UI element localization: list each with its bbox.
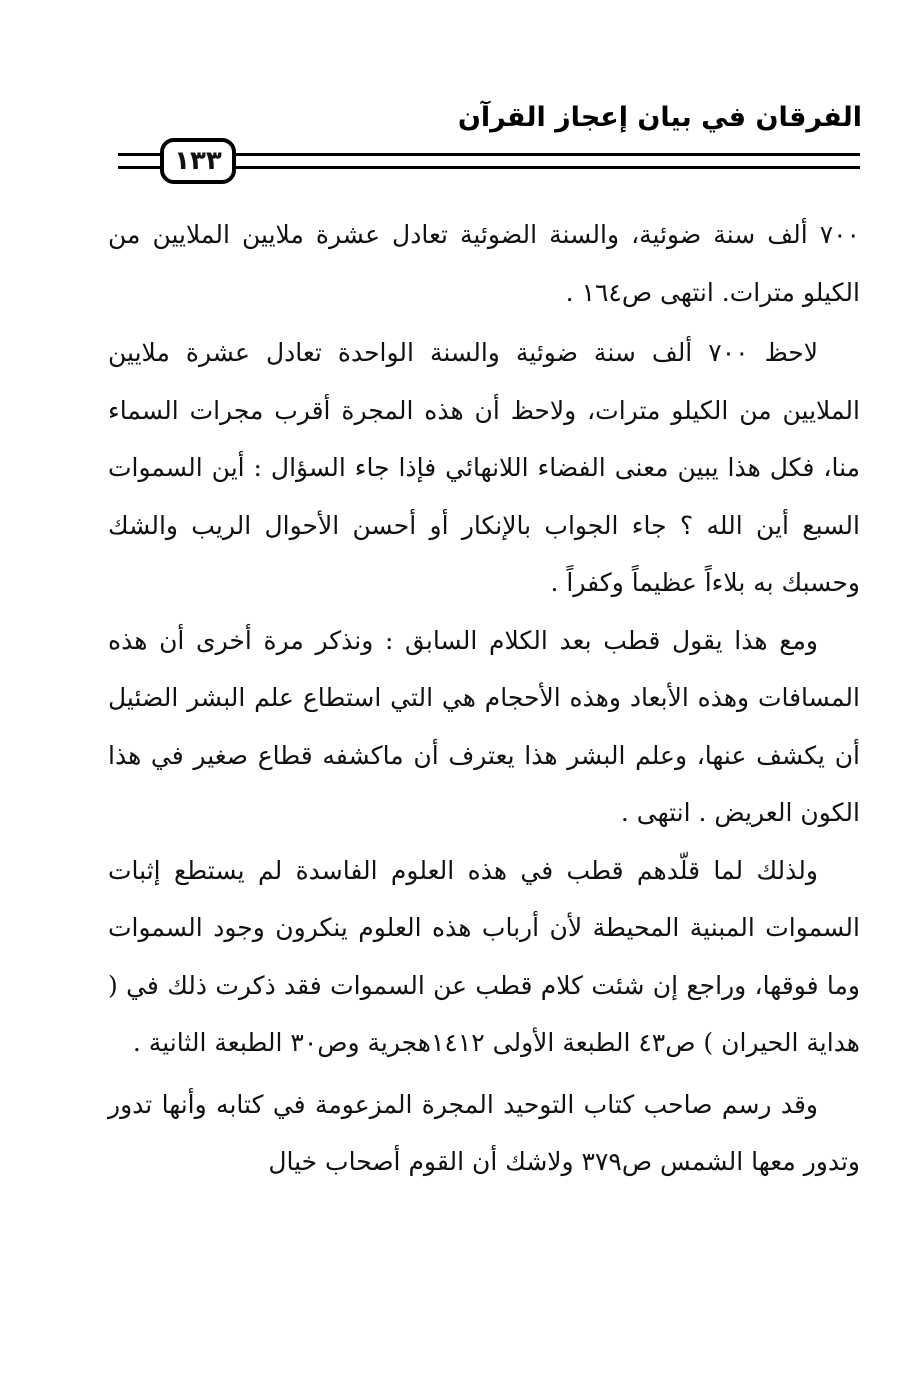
header-rule-left-bottom (118, 166, 163, 169)
body-text (108, 206, 860, 1191)
paragraph: ولذلك لما قلّدهم قطب في هذه العلوم الفاسدة لم يستطع إثبات السموات المبنية المحيطة لأن أرباب هذه العلوم ينكرون وجود السموات وما فوقها، وراجع إن شئت كلام قطب عن السموات فقد ذكرت ذلك في ( هداية الحيران ) ص٤٣ الطبعة الأولى ١٤١٢هجرية وص٣٠ الطبعة الثانية . (108, 855, 860, 1057)
header-rule-right-top (236, 153, 860, 156)
running-header-title: الفرقان في بيان إعجاز القرآن (457, 102, 862, 133)
page-number-frame (160, 138, 236, 184)
paragraph: ومع هذا يقول قطب بعد الكلام السابق : ونذكر مرة أخرى أن هذه المسافات وهذه الأبعاد وهذه الأحجام هي التي استطاع علم البشر الضئيل أن يكشف عنها، وعلم البشر هذا يعترف أن ماكشفه قطاع صغير في هذا الكون العريض . انتهى . (108, 625, 860, 827)
page-number: ١٣٣ (174, 146, 222, 176)
header-rule-right-bottom (236, 166, 860, 169)
paragraph-continuation: ٧٠٠ ألف سنة ضوئية، والسنة الضوئية تعادل عشرة ملايين الملايين من الكيلو مترات. انتهى ص١٦٤ . (108, 220, 860, 307)
paragraph: وقد رسم صاحب كتاب التوحيد المجرة المزعومة في كتابه وأنها تدور وتدور معها الشمس ص٣٧٩ ولاشك أن القوم أصحاب خيال (108, 1089, 860, 1176)
header-rule-left-top (118, 153, 163, 156)
paragraph: لاحظ ٧٠٠ ألف سنة ضوئية والسنة الواحدة تعادل عشرة ملايين الملايين من الكيلو مترات، ولاحظ أن هذه المجرة أقرب مجرات السماء منا، فكل هذا يبين معنى الفضاء اللانهائي فإذا جاء السؤال : أين السموات السبع أين الله ؟ جاء الجواب بالإنكار أو أحسن الأحوال الريب والشك وحسبك به بلاءاً عظيماً وكفراً . (108, 338, 860, 597)
